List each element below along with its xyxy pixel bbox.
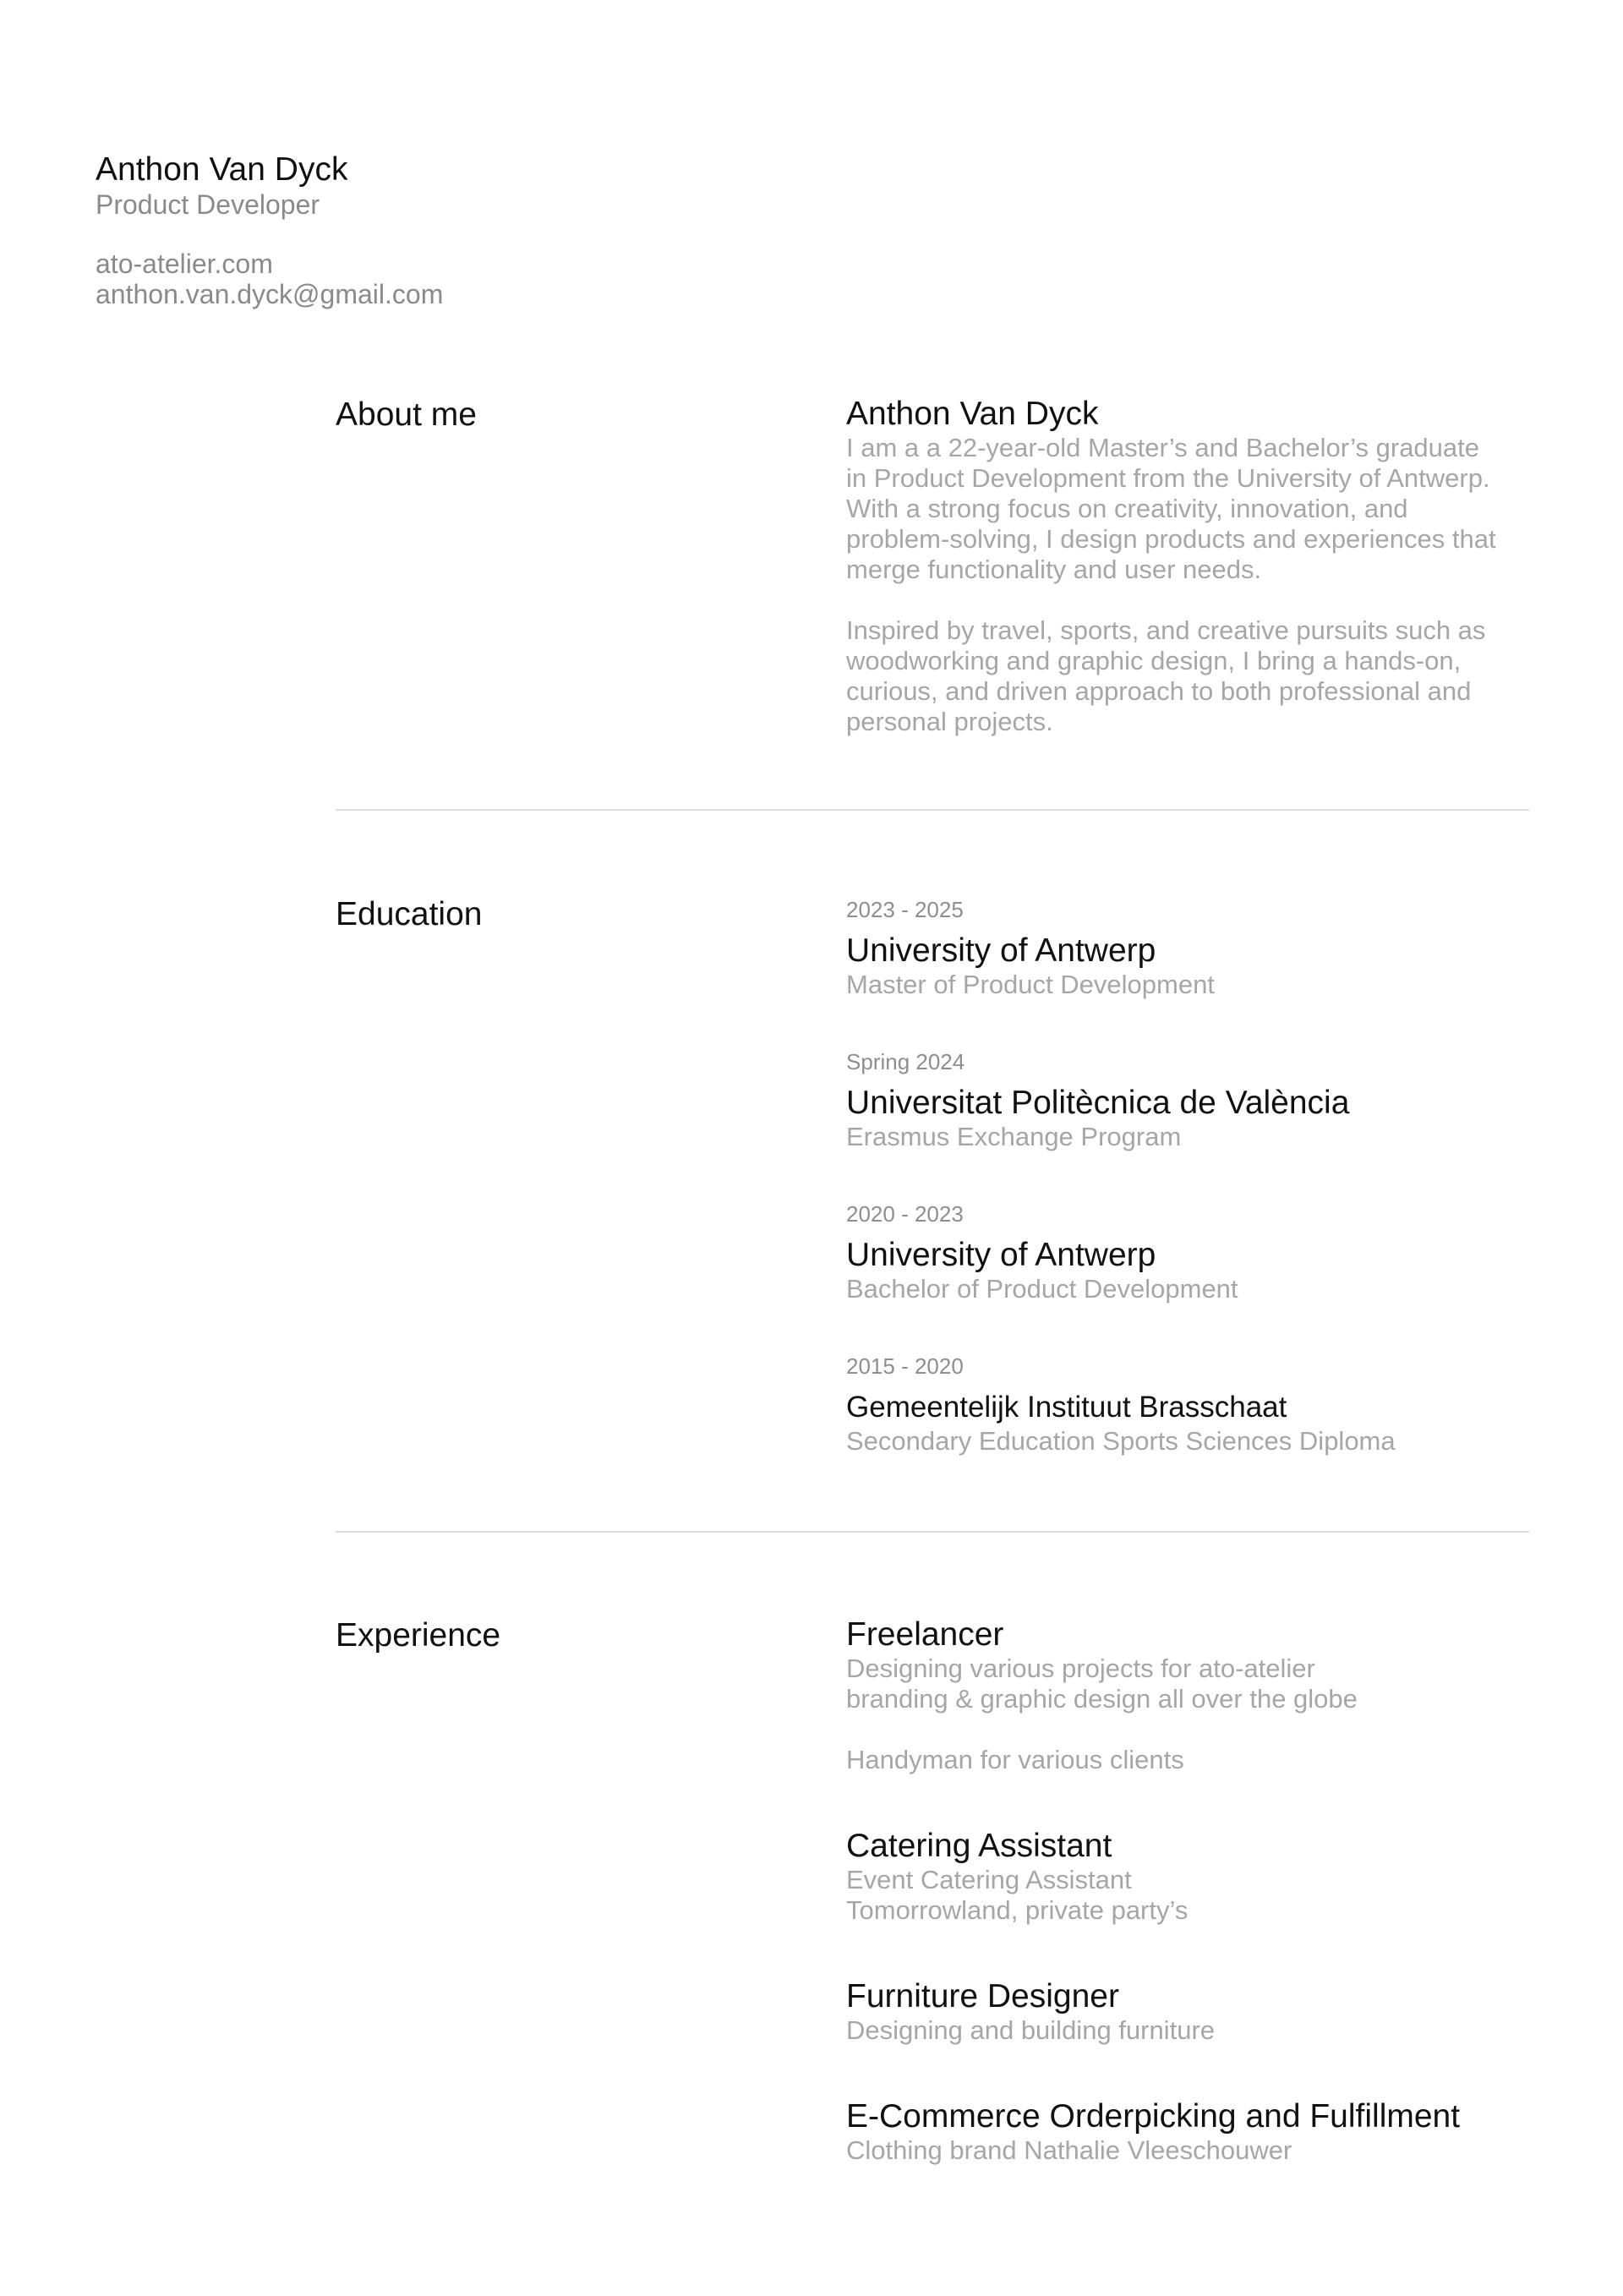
about-line: personal projects. bbox=[846, 707, 1053, 736]
about-line: woodworking and graphic design, I bring a hands-on, bbox=[846, 646, 1462, 675]
about-line: With a strong focus on creativity, innovation, and bbox=[846, 494, 1408, 523]
education-program: Secondary Education Sports Sciences Diploma bbox=[846, 1426, 1396, 1456]
education-program: Master of Product Development bbox=[846, 970, 1215, 999]
experience-role: Catering Assistant bbox=[846, 1828, 1112, 1864]
education-institution: University of Antwerp bbox=[846, 932, 1156, 969]
section-title-about: About me bbox=[336, 396, 477, 433]
website-link[interactable]: ato-atelier.com bbox=[96, 249, 273, 279]
experience-role: Freelancer bbox=[846, 1616, 1004, 1653]
education-entry bbox=[846, 1047, 1529, 1152]
education-entry bbox=[846, 895, 1529, 1000]
about-line: problem-solving, I design products and experiences that bbox=[846, 524, 1496, 554]
about-content bbox=[846, 396, 1529, 737]
experience-content bbox=[846, 1616, 1529, 2166]
experience-entry bbox=[846, 2098, 1529, 2166]
about-line: I am a a 22-year-old Master’s and Bachelor’s graduate bbox=[846, 433, 1480, 462]
experience-entry bbox=[846, 1978, 1529, 2046]
cv-header bbox=[96, 150, 443, 309]
education-date: 2015 - 2020 bbox=[846, 1353, 964, 1379]
experience-line: Designing and building furniture bbox=[846, 2015, 1216, 2045]
experience-line: branding & graphic design all over the globe bbox=[846, 1684, 1358, 1714]
experience-line: Handyman for various clients bbox=[846, 1745, 1184, 1774]
education-date: 2020 - 2023 bbox=[846, 1201, 964, 1227]
about-line: merge functionality and user needs. bbox=[846, 555, 1262, 584]
contact-block bbox=[96, 249, 443, 309]
education-institution: Gemeentelijk Instituut Brasschaat bbox=[846, 1391, 1287, 1424]
about-line: Inspired by travel, sports, and creative pursuits such as bbox=[846, 615, 1486, 645]
email-link[interactable]: anthon.van.dyck@gmail.com bbox=[96, 279, 444, 309]
education-program: Erasmus Exchange Program bbox=[846, 1122, 1182, 1151]
education-institution: Universitat Politècnica de València bbox=[846, 1085, 1350, 1121]
section-title-experience: Experience bbox=[336, 1617, 501, 1654]
experience-role: Furniture Designer bbox=[846, 1978, 1119, 2014]
header-name: Anthon Van Dyck bbox=[96, 151, 348, 188]
experience-line: Event Catering Assistant bbox=[846, 1865, 1132, 1894]
experience-line: Tomorrowland, private party’s bbox=[846, 1895, 1189, 1925]
section-title-education: Education bbox=[336, 896, 483, 932]
about-paragraph-2 bbox=[846, 615, 1529, 737]
experience-line: Clothing brand Nathalie Vleeschouwer bbox=[846, 2135, 1292, 2165]
about-line: in Product Development from the University of Antwerp. bbox=[846, 463, 1490, 493]
about-line: curious, and driven approach to both professional and bbox=[846, 676, 1472, 706]
education-entry bbox=[846, 1352, 1529, 1457]
experience-entry bbox=[846, 1616, 1529, 1775]
section-divider bbox=[336, 1531, 1529, 1533]
education-program: Bachelor of Product Development bbox=[846, 1274, 1238, 1304]
education-content bbox=[846, 895, 1529, 1457]
section-divider bbox=[336, 809, 1529, 811]
education-entry bbox=[846, 1200, 1529, 1304]
experience-entry bbox=[846, 1828, 1529, 1926]
education-date: Spring 2024 bbox=[846, 1049, 965, 1074]
about-paragraph-1 bbox=[846, 433, 1529, 585]
about-name: Anthon Van Dyck bbox=[846, 396, 1099, 432]
education-institution: University of Antwerp bbox=[846, 1237, 1156, 1273]
header-role: Product Developer bbox=[96, 189, 320, 220]
education-date: 2023 - 2025 bbox=[846, 897, 964, 922]
experience-role: E-Commerce Orderpicking and Fulfillment bbox=[846, 2098, 1461, 2135]
experience-line: Designing various projects for ato-atelier bbox=[846, 1654, 1315, 1683]
